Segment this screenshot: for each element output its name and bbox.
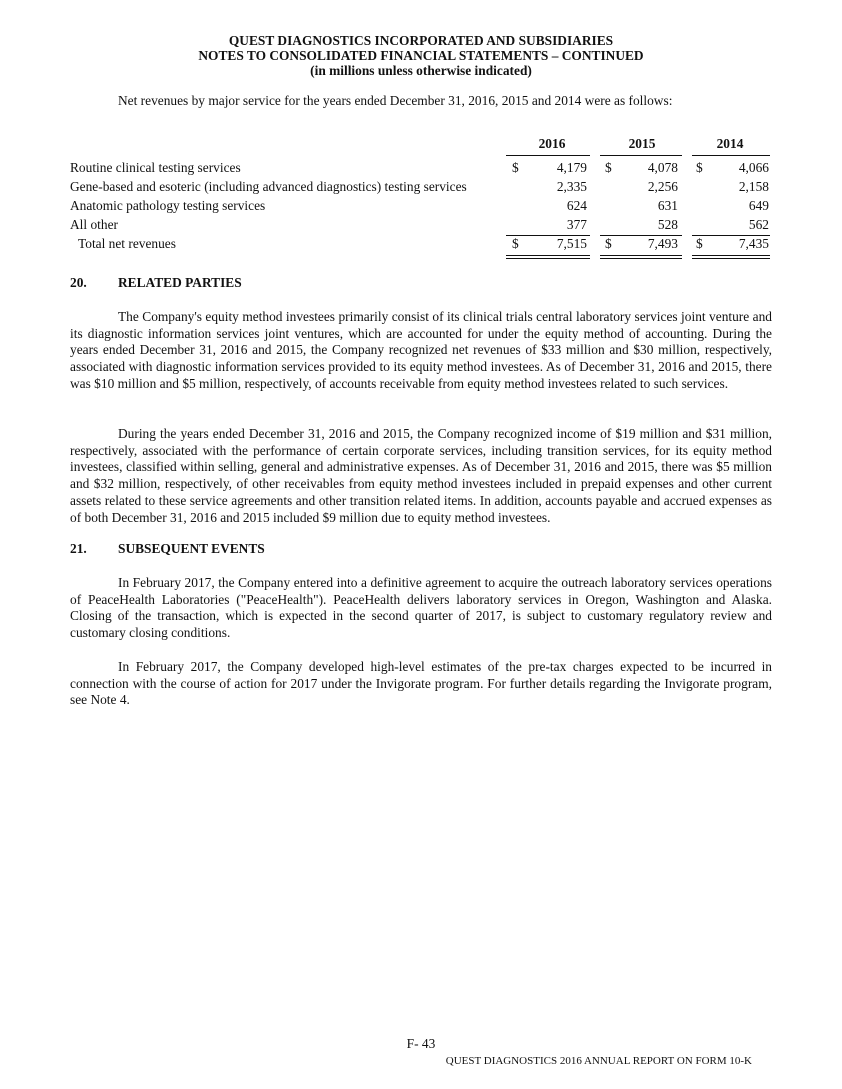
report-footer: QUEST DIAGNOSTICS 2016 ANNUAL REPORT ON FORM 10-K [445, 1055, 752, 1067]
page-number: F- 43 [406, 1036, 436, 1051]
table-intro-text: Net revenues by major service for the years ended December 31, 2016, 2015 and 2014 were as follows: [118, 93, 673, 108]
value-2015: 4,078 [647, 160, 678, 175]
report-header-notes: NOTES TO CONSOLIDATED FINANCIAL STATEMENTS – CONTINUED [198, 48, 644, 63]
currency-symbol: $ [512, 160, 519, 175]
paragraph-text: The Company's equity method investees primarily consist of its clinical trials central laboratory services joint venture and its diagnostic information services joint ventures, which are accounted for under the equity method of accounting. During the years ended December 31, 2016 and 2015, the Company recognized net revenues of $33 million and $30 million, respectively, associated with diagnostic information services provided to its equity method investees. As of December 31, 2016 and 2015, there was $10 million and $5 million, respectively, of accounts receivable from equity method investees related to such services. [70, 309, 772, 391]
row-label: All other [70, 217, 118, 232]
header-rule [600, 155, 682, 156]
value-2014: 649 [748, 198, 769, 213]
report-header-units: (in millions unless otherwise indicated) [310, 63, 532, 78]
section-heading-related-parties [70, 275, 242, 291]
row-label: Anatomic pathology testing services [70, 198, 266, 213]
table-row-total [70, 236, 770, 254]
table-row [70, 198, 770, 216]
value-2015: 7,493 [647, 236, 678, 251]
currency-symbol: $ [605, 236, 612, 251]
section-title: RELATED PARTIES [118, 275, 242, 290]
report-header-company: QUEST DIAGNOSTICS INCORPORATED AND SUBSIDIARIES [228, 33, 614, 48]
currency-symbol: $ [696, 236, 703, 251]
total-double-rule [692, 255, 770, 259]
related-parties-paragraph-2 [70, 426, 772, 526]
value-2016: 7,515 [556, 236, 587, 251]
value-2016: 377 [566, 217, 587, 232]
value-2014: 562 [748, 217, 769, 232]
table-row [70, 160, 770, 178]
value-2015: 631 [657, 198, 678, 213]
value-2015: 2,256 [647, 179, 678, 194]
paragraph-text: During the years ended December 31, 2016 and 2015, the Company recognized income of $19 million and $31 million, respectively, associated with the performance of certain corporate services, including transition services, for its equity method investees, classified within selling, general and administrative expenses. As of December 31, 2016 and 2015, there was $5 million and $32 million, respectively, of other receivables from equity method investees included in prepaid expenses and other current assets related to these service agreements and other transition related items. In addition, accounts payable and accrued expenses as of both December 31, 2016 and 2015 included $9 million due to equity method investees. [70, 426, 772, 525]
value-2016: 624 [566, 198, 587, 213]
value-2015: 528 [657, 217, 678, 232]
value-2014: 2,158 [738, 179, 769, 194]
header-rule [506, 155, 590, 156]
value-2016: 4,179 [556, 160, 587, 175]
row-label: Gene-based and esoteric (including advanced diagnostics) testing services [70, 179, 467, 194]
currency-symbol: $ [512, 236, 519, 251]
section-number: 20. [70, 275, 87, 290]
paragraph-text: In February 2017, the Company developed high-level estimates of the pre-tax charges expected to be incurred in connection with the course of action for 2017 under the Invigorate program. For further details regarding the Invigorate program, see Note 4. [70, 659, 772, 708]
column-header-2014: 2014 [716, 136, 744, 151]
related-parties-paragraph-1 [70, 309, 772, 393]
total-double-rule [600, 255, 682, 259]
header-rule [692, 155, 770, 156]
section-heading-subsequent-events [70, 541, 265, 557]
table-row [70, 217, 770, 235]
section-number: 21. [70, 541, 87, 556]
column-header-2016: 2016 [538, 136, 566, 151]
value-2014: 7,435 [738, 236, 769, 251]
row-label: Routine clinical testing services [70, 160, 241, 175]
table-row [70, 179, 770, 197]
total-double-rule [506, 255, 590, 259]
column-header-2015: 2015 [628, 136, 656, 151]
subsequent-events-paragraph-2 [70, 659, 772, 709]
value-2014: 4,066 [738, 160, 769, 175]
section-title: SUBSEQUENT EVENTS [118, 541, 265, 556]
currency-symbol: $ [605, 160, 612, 175]
paragraph-text: In February 2017, the Company entered into a definitive agreement to acquire the outreach laboratory services operations of PeaceHealth Laboratories ("PeaceHealth"). PeaceHealth delivers laboratory services in Oregon, Washington and Alaska. Closing of the transaction, which is expected in the second quarter of 2017, is subject to customary regulatory review and customary closing conditions. [70, 575, 772, 641]
subsequent-events-paragraph-1 [70, 575, 772, 642]
currency-symbol: $ [696, 160, 703, 175]
value-2016: 2,335 [556, 179, 587, 194]
row-label: Total net revenues [78, 236, 176, 251]
